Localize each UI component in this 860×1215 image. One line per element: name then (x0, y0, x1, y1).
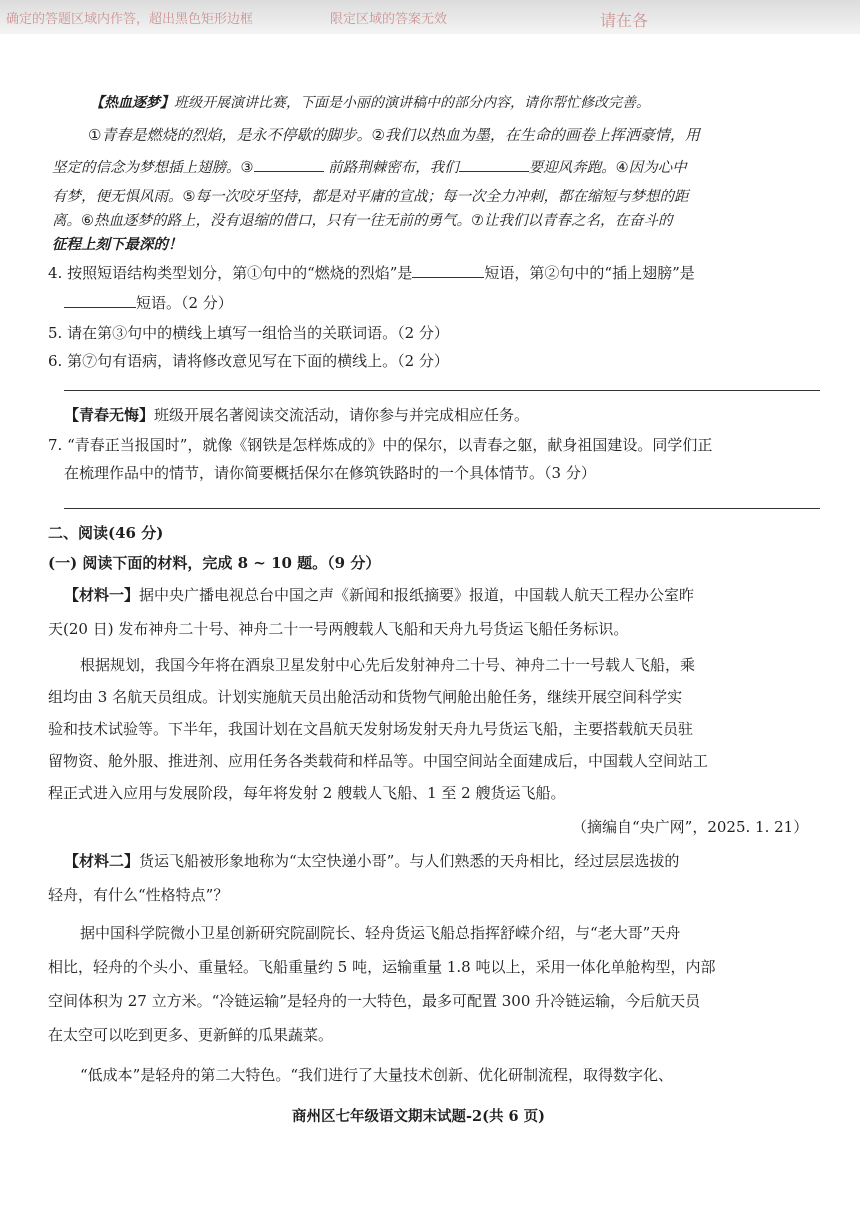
faint-header-right: 请在各 (600, 11, 649, 30)
material-1-para2-line-5: 程正式进入应用与发展阶段，每年将发射 2 艘载人飞船、1 至 2 艘货运飞船。 (48, 784, 566, 802)
material-1-para2-line-2: 组均由 3 名航天员组成。计划实施航天员出舱活动和货物气闸舱出舱任务，继续开展空间科学实 (48, 688, 683, 706)
faint-header-left: 确定的答题区域内作答，超出黑色矩形边框 (6, 12, 254, 27)
answer-line-q7[interactable] (64, 508, 820, 509)
youth-intro-text: 班级开展名著阅读交流活动，请你参与并完成相应任务。 (154, 406, 530, 424)
material-1-para2-line-3: 验和技术试验等。下半年，我国计划在文昌航天发射场发射天舟九号货运飞船，主要搭载航天员驻 (48, 720, 694, 738)
material-2-para3-line-1: “低成本”是轻舟的第二大特色。“我们进行了大量技术创新、优化研制流程，取得数字化、 (80, 1066, 674, 1084)
material-2-tag: 【材料二】 (64, 852, 140, 870)
question-4-part-c: 短语。（2 分） (136, 294, 233, 312)
answer-blank-q4-1[interactable] (412, 262, 484, 278)
material-1-source: （摘编自“央广网”，2025. 1. 21） (572, 818, 809, 836)
material-2-para2-line-1: 据中国科学院微小卫星创新研究院副院长、轻舟货运飞船总指挥舒嵘介绍，与“老大哥”天舟 (80, 924, 681, 942)
passion-line-1: ①青春是燃烧的烈焰，是永不停歇的脚步。②我们以热血为墨，在生命的画卷上挥洒豪情，用 (88, 126, 700, 144)
passion-tag: 【热血逐梦】 (90, 95, 174, 111)
question-7-line-2: 在梳理作品中的情节，请你简要概括保尔在修筑铁路时的一个具体情节。（3 分） (64, 464, 596, 482)
material-2-line-2: 轻舟，有什么“性格特点”？ (48, 886, 229, 904)
page-footer: 商州区七年级语文期末试题-2(共 6 页) (292, 1108, 546, 1125)
material-1-line-2: 天(20 日) 发布神舟二十号、神舟二十一号两艘载人飞船和天舟九号货运飞船任务标识。 (48, 620, 629, 638)
passion-line-2a: 坚定的信念为梦想插上翅膀。③ (52, 160, 254, 176)
material-1-para2-line-1: 根据规划，我国今年将在酒泉卫星发射中心先后发射神舟二十号、神舟二十一号载人飞船，乘 (80, 656, 696, 674)
passion-line-2c: 要迎风奔跑。④因为心中 (528, 160, 687, 176)
blank-relation-1[interactable] (254, 156, 324, 172)
faint-header-mid: 限定区域的答案无效 (330, 12, 448, 27)
top-margin-strip (0, 0, 860, 34)
question-7-line-1: 7. “青春正当报国时”，就像《钢铁是怎样炼成的》中的保尔，以青春之躯，献身祖国建设。同学们正 (48, 436, 713, 454)
passion-intro-text: 班级开展演讲比赛，下面是小丽的演讲稿中的部分内容，请你帮忙修改完善。 (174, 95, 650, 111)
material-1-text-1: 据中央广播电视总台中国之声《新闻和报纸摘要》报道，中国载人航天工程办公室昨 (139, 586, 695, 604)
material-1-line-1 (64, 584, 694, 606)
passion-line-2b: 前路荆棘密布，我们 (328, 160, 459, 176)
question-5: 5. 请在第③句中的横线上填写一组恰当的关联词语。（2 分） (48, 324, 449, 342)
material-2-para2-line-3: 空间体积为 27 立方米。“冷链运输”是轻舟的一大特色，最多可配置 300 升冷链运输，今后航天员 (48, 992, 701, 1010)
passion-line-5: 征程上刻下最深的！ (52, 237, 183, 253)
material-2-line-1 (64, 850, 679, 872)
material-1-tag: 【材料一】 (64, 586, 140, 604)
material-2-para2-line-4: 在太空可以吃到更多、更新鲜的瓜果蔬菜。 (48, 1026, 334, 1044)
youth-intro (64, 404, 529, 426)
question-4-part-a: 4. 按照短语结构类型划分，第①句中的“燃烧的烈焰”是 (48, 264, 413, 282)
passion-line-2 (52, 156, 687, 179)
material-1-para2-line-4: 留物资、舱外服、推进剂、应用任务各类载荷和样品等。中国空间站全面建成后，中国载人空间站工 (48, 752, 709, 770)
answer-line-q6[interactable] (64, 390, 820, 391)
question-6: 6. 第⑦句有语病，请将修改意见写在下面的横线上。（2 分） (48, 352, 449, 370)
reading-section-title: 二、阅读(46 分) (48, 524, 164, 542)
youth-tag: 【青春无悔】 (64, 406, 155, 424)
blank-relation-2[interactable] (459, 156, 529, 172)
material-2-text-1: 货运飞船被形象地称为“太空快递小哥”。与人们熟悉的天舟相比，经过层层选拔的 (139, 852, 680, 870)
reading-part-1-title: (一) 阅读下面的材料，完成 8 ~ 10 题。（9 分） (48, 554, 381, 572)
question-4-line-2 (64, 292, 233, 314)
material-2-para2-line-2: 相比，轻舟的个头小、重量轻。飞船重量约 5 吨，运输重量 1.8 吨以上，采用一体化单舱构型，内部 (48, 958, 716, 976)
question-4-part-b: 短语，第②句中的“插上翅膀”是 (484, 264, 695, 282)
answer-blank-q4-2[interactable] (64, 292, 136, 308)
passion-intro (90, 92, 650, 114)
passion-line-3: 有梦，便无惧风雨。⑤每一次咬牙坚持，都是对平庸的宣战；每一次全力冲刺，都在缩短与梦想的距 (52, 189, 689, 205)
question-4-line-1 (48, 262, 695, 284)
passion-line-4: 离。⑥热血逐梦的路上，没有退缩的借口，只有一往无前的勇气。⑦让我们以青春之名，在奋斗的 (52, 213, 673, 229)
